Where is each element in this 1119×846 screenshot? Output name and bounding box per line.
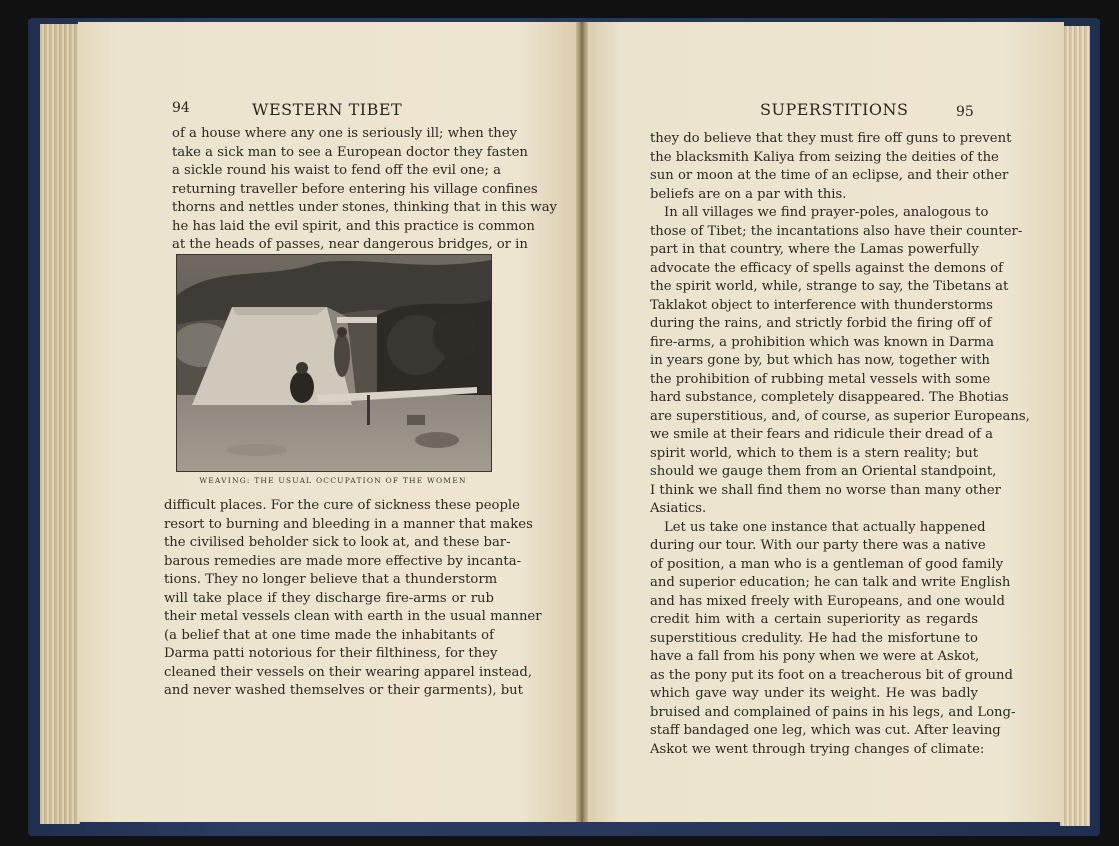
text-line: sun or moon at the time of an eclipse, and their other — [650, 168, 1009, 183]
left-text-top — [172, 125, 558, 255]
text-line: advocate the efficacy of spells against the demons of — [650, 260, 1004, 276]
text-line: and superior education; he can talk and write English — [650, 575, 1011, 590]
text-line: In all villages we find prayer-poles, analogous to — [664, 205, 989, 220]
text-line: the civilised beholder sick to look at, and these bar- — [164, 535, 511, 550]
right-text — [650, 130, 1030, 759]
text-line: and has mixed freely with Europeans, and one would — [650, 593, 1005, 609]
text-line: their metal vessels clean with earth in the usual manner — [164, 609, 542, 624]
page-number-left: 94 — [172, 100, 190, 116]
running-head-right: SUPERSTITIONS — [760, 100, 909, 119]
text-line: Darma patti notorious for their filthiness, for they — [164, 646, 498, 661]
text-line: are superstitious, and, of course, as superior Europeans, — [650, 408, 1030, 424]
text-line: part in that country, where the Lamas powerfully — [650, 242, 979, 257]
text-line: fire-arms, a prohibition which was known in Darma — [650, 334, 995, 350]
text-line: he has laid the evil spirit, and this practice is common — [172, 218, 535, 234]
text-line: which gave way under its weight. He was badly — [650, 686, 978, 701]
text-line: bruised and complained of pains in his legs, and Long- — [650, 704, 1016, 720]
text-line: in years gone by, but which has now, together with — [650, 353, 990, 368]
text-line: during the rains, and strictly forbid the firing off of — [650, 316, 992, 331]
text-line: Let us take one instance that actually happened — [664, 519, 986, 535]
text-line: a sickle round his waist to fend off the evil one; a — [172, 163, 501, 178]
text-line: will take place if they discharge fire-arms or rub — [164, 590, 494, 606]
text-line: Asiatics. — [650, 501, 707, 516]
left-text-bottom — [164, 497, 542, 701]
text-line: we smile at their fears and ridicule their dread of a — [650, 427, 993, 442]
page-block-left-edge — [40, 24, 80, 824]
text-line: take a sick man to see a European doctor they fasten — [172, 144, 528, 160]
photo-illustration — [177, 255, 491, 471]
text-line: tions. They no longer believe that a thunderstorm — [164, 572, 498, 587]
text-line: at the heads of passes, near dangerous bridges, or in — [172, 237, 528, 252]
text-line: of position, a man who is a gentleman of good family — [650, 556, 1004, 572]
text-line: of a house where any one is seriously ill; when they — [172, 126, 518, 141]
page-number-right: 95 — [956, 104, 974, 120]
text-line: returning traveller before entering his village confines — [172, 181, 538, 197]
text-line: should we gauge them from an Oriental standpoint, — [650, 464, 997, 479]
running-head-left: WESTERN TIBET — [252, 100, 403, 119]
text-line: hard substance, completely disappeared. The Bhotias — [650, 390, 1009, 405]
text-line: Taklakot object to interference with thunderstorms — [650, 297, 993, 313]
text-line: those of Tibet; the incantations also have their counter- — [650, 223, 1023, 239]
text-line: difficult places. For the cure of sickness these people — [164, 498, 520, 513]
text-line: barous remedies are made more effective by incanta- — [164, 553, 522, 569]
text-line: cleaned their vessels on their wearing apparel instead, — [164, 664, 533, 680]
text-line: they do believe that they must fire off guns to prevent — [650, 131, 1012, 146]
text-line: superstitious credulity. He had the misfortune to — [650, 630, 978, 646]
text-line: staff bandaged one leg, which was cut. After leaving — [650, 723, 1001, 738]
text-line: beliefs are on a par with this. — [650, 186, 847, 202]
figure-caption: WEAVING: THE USUAL OCCUPATION OF THE WOMEN — [199, 476, 467, 485]
text-line: the spirit world, while, strange to say, the Tibetans at — [650, 279, 1009, 294]
text-line: the blacksmith Kaliya from seizing the deities of the — [650, 149, 999, 165]
text-line: thorns and nettles under stones, thinking that in this way — [172, 200, 558, 215]
page-block-right-edge — [1060, 26, 1090, 826]
text-line: credit him with a certain superiority as regards — [650, 612, 978, 627]
text-line: have a fall from his pony when we were at Askot, — [650, 649, 980, 664]
text-line: the prohibition of rubbing metal vessels with some — [650, 371, 991, 387]
text-line: (a belief that at one time made the inhabitants of — [164, 627, 494, 643]
book-gutter — [576, 22, 588, 822]
text-line: I think we shall find them no worse than many other — [650, 482, 1001, 498]
text-line: during our tour. With our party there was a native — [650, 538, 986, 553]
text-line: spirit world, which to them is a stern reality; but — [650, 445, 978, 461]
text-line: and never washed themselves or their garments), but — [164, 683, 523, 698]
text-line: as the pony put its foot on a treacherous bit of ground — [650, 667, 1013, 683]
weaving-photograph — [176, 254, 492, 472]
text-line: resort to burning and bleeding in a manner that makes — [164, 516, 533, 532]
text-line: Askot we went through trying changes of climate: — [650, 741, 985, 757]
